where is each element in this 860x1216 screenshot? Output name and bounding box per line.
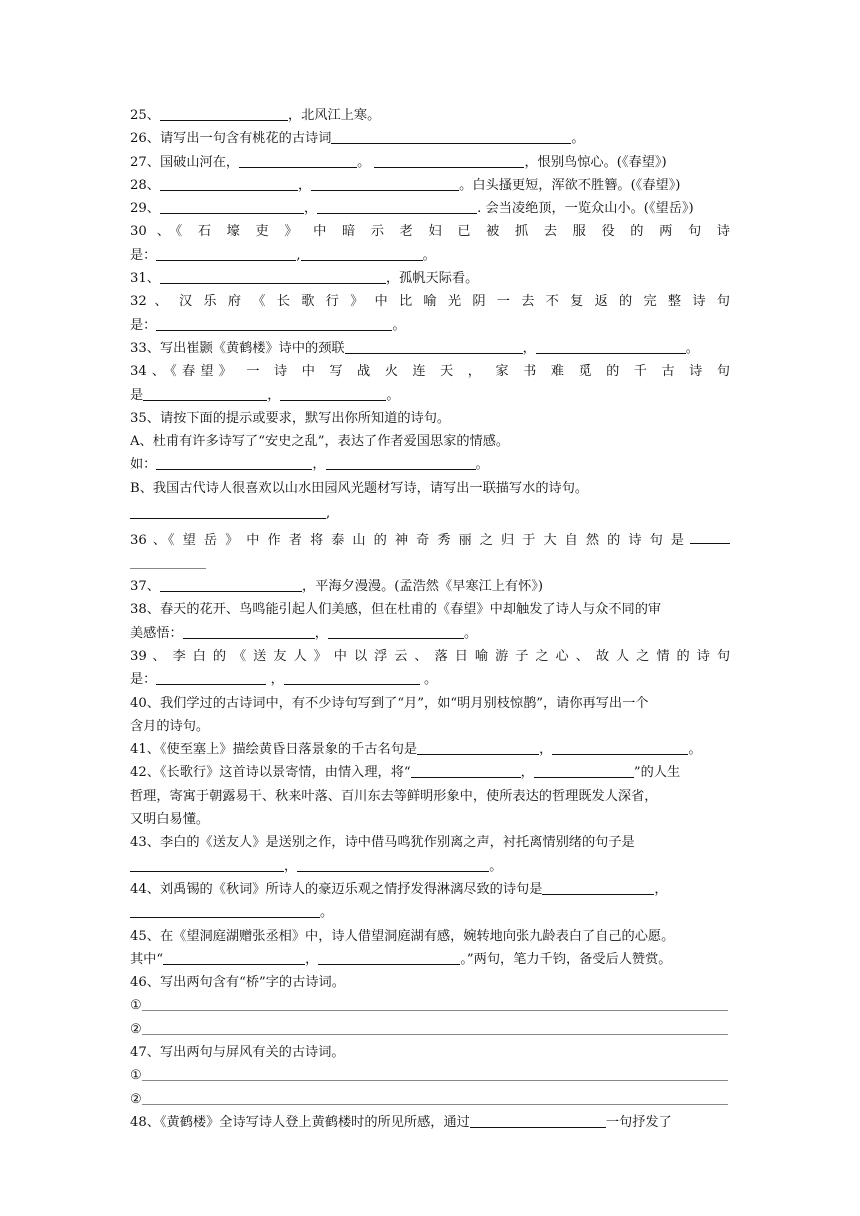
answer-blank[interactable] <box>284 670 420 685</box>
question-30-answer <box>130 244 730 267</box>
answer-blank[interactable] <box>331 129 571 144</box>
answer-blank[interactable] <box>345 339 523 354</box>
answer-blank[interactable] <box>328 624 464 639</box>
question-40-line2: 含月的诗句。 <box>130 718 210 734</box>
answer-blank[interactable] <box>142 1020 728 1035</box>
question-text: 42、《长歌行》这首诗以景寄情，由情入理，将“ <box>130 765 411 781</box>
question-number: 28、 <box>130 177 160 193</box>
answer-blank[interactable] <box>280 386 386 401</box>
answer-blank[interactable] <box>374 153 524 168</box>
answer-blank[interactable] <box>142 1066 728 1081</box>
question-text: 26、请写出一句含有桃花的古诗词 <box>130 131 332 147</box>
question-32-answer <box>130 314 730 337</box>
punctuation: ， <box>539 742 553 758</box>
question-text: 44、刘禹锡的《秋词》所诗人的豪迈乐观之情抒发得淋漓尽致的诗句是 <box>130 881 543 897</box>
question-39-answer <box>130 668 730 691</box>
question-47-answer-1 <box>130 1064 730 1087</box>
answer-blank[interactable] <box>239 153 357 168</box>
punctuation: , <box>326 506 331 522</box>
punctuation: ， <box>303 201 318 217</box>
question-42-line3: 又明白易懂。 <box>130 812 210 828</box>
question-26 <box>130 127 730 150</box>
question-28 <box>130 174 730 197</box>
question-38: 38、春天的花开、鸟鸣能引起人们美感，但在杜甫的《春望》中却触发了诗人与众不同的审 <box>130 602 662 618</box>
question-47-answer-2 <box>130 1088 730 1111</box>
question-46-answer-2 <box>130 1018 730 1041</box>
question-27 <box>130 151 730 174</box>
question-text: 是： <box>130 247 157 263</box>
punctuation: ， <box>522 340 536 356</box>
answer-blank[interactable] <box>301 246 423 261</box>
question-text: ，北风江上寒。 <box>287 108 381 123</box>
punctuation: ， <box>305 951 319 967</box>
question-list <box>130 104 730 1134</box>
question-33 <box>130 337 730 360</box>
answer-blank[interactable] <box>297 857 489 872</box>
punctuation: 。 <box>357 154 371 170</box>
question-34: 34、《春望》 一 诗 中 写 战 火 连 天 ， 家 书 难 觅 的 千 古 诗 句 <box>130 364 730 380</box>
punctuation: 。 <box>392 317 406 333</box>
question-text: ，孤帆天际看。 <box>385 271 479 287</box>
question-text: 27、国破山河在， <box>130 154 240 170</box>
answer-blank[interactable] <box>690 529 730 544</box>
question-number: 29、 <box>130 201 160 217</box>
question-text: ，恨别鸟惊心。(《春望》) <box>524 154 667 170</box>
question-32: 32 、 汉 乐 府 《 长 歌 行 》 中 比 喻 光 阴 一 去 不 复 返 的 完 整 诗 句 <box>130 294 730 310</box>
question-30: 30 、《 石 壕 吏 》 中 暗 示 老 妇 已 被 抓 去 服 役 的 两 句 诗 <box>130 224 730 240</box>
answer-blank[interactable] <box>160 199 304 214</box>
punctuation: 。 <box>685 340 699 356</box>
answer-blank[interactable] <box>534 763 634 778</box>
answer-blank[interactable] <box>156 455 312 470</box>
answer-blank[interactable] <box>160 269 386 284</box>
question-31 <box>130 267 730 290</box>
question-35: 35、请按下面的提示或要求，默写出你所知道的诗句。 <box>130 410 451 426</box>
punctuation: ， <box>654 881 668 897</box>
question-36 <box>130 528 730 553</box>
question-36-answer <box>130 553 730 575</box>
punctuation: 。 <box>463 625 478 641</box>
answer-blank[interactable] <box>143 386 267 401</box>
answer-blank[interactable] <box>317 199 477 214</box>
question-45-answer <box>130 948 730 971</box>
question-47: 47、写出两句与屏风有关的古诗词。 <box>130 1044 345 1060</box>
question-35a-answer <box>130 453 730 476</box>
answer-blank[interactable] <box>130 554 206 569</box>
answer-blank[interactable] <box>156 670 266 685</box>
question-44 <box>130 878 730 901</box>
question-42 <box>130 761 730 784</box>
question-45: 45、在《望洞庭湖赠张丞相》中，诗人借望洞庭湖有感，婉转地向张九龄表白了自己的心愿。 <box>130 928 675 944</box>
question-25 <box>130 104 730 127</box>
question-text: 如： <box>130 457 157 473</box>
question-text: 36 、《 望 岳 》 中 作 者 将 泰 山 的 神 奇 秀 丽 之 归 于 大 自 然 的 诗 句 是 <box>130 533 684 549</box>
question-text: 一句抒发了 <box>605 1114 672 1130</box>
question-text: 48、《黄鹤楼》全诗写诗人登上黄鹤楼时的所见所感，通过 <box>130 1114 470 1130</box>
question-35b: B、我国古代诗人很喜欢以山水田园风光题材写诗，请写出一联描写水的诗句。 <box>130 480 589 496</box>
circled-number: ② <box>130 1091 142 1107</box>
punctuation: 。 <box>571 131 585 147</box>
answer-blank[interactable] <box>163 950 305 965</box>
question-35a: A、杜甫有许多诗写了“安史之乱”，表达了作者爱国思家的情感。 <box>130 434 510 450</box>
punctuation: ， <box>297 177 312 193</box>
question-38-answer <box>130 622 730 645</box>
question-text: 是 <box>130 387 144 403</box>
answer-blank[interactable] <box>536 339 686 354</box>
question-text: ，平海夕漫漫。(孟浩然《早寒江上有怀》) <box>301 579 544 595</box>
question-34-answer <box>130 384 730 407</box>
punctuation: 。 <box>423 672 438 688</box>
punctuation: 。 <box>475 457 489 473</box>
question-46-answer-1 <box>130 994 730 1017</box>
answer-blank[interactable] <box>417 740 539 755</box>
punctuation: ， <box>284 858 298 874</box>
punctuation: 。 <box>422 247 436 263</box>
answer-blank[interactable] <box>156 246 296 261</box>
circled-number: ① <box>130 998 142 1014</box>
answer-blank[interactable] <box>311 176 459 191</box>
question-text: 是： <box>130 672 157 688</box>
answer-blank[interactable] <box>130 504 326 519</box>
question-text: 是： <box>130 317 157 333</box>
answer-blank[interactable] <box>160 176 298 191</box>
answer-blank[interactable] <box>142 1090 728 1105</box>
punctuation: 。 <box>688 742 702 758</box>
circled-number: ① <box>130 1068 142 1084</box>
question-37 <box>130 575 730 598</box>
question-43-answer <box>130 855 730 878</box>
punctuation: 。 <box>320 905 334 921</box>
question-40: 40、我们学过的古诗词中，有不少诗句写到了“月”，如“明月别枝惊鹊”，请你再写出一个 <box>130 695 649 711</box>
answer-blank[interactable] <box>156 316 392 331</box>
question-text: 。”两句，笔力千钧，备受后人赞赏。 <box>460 951 672 967</box>
question-text: . 会当凌绝顶，一览众山小。(《望岳》) <box>477 201 694 217</box>
question-29 <box>130 197 730 220</box>
answer-blank[interactable] <box>470 1113 606 1128</box>
question-43: 43、李白的《送友人》是送别之作，诗中借马鸣犹作别离之声，衬托离情别绪的句子是 <box>130 835 635 851</box>
question-42-line2: 哲理，寄寓于朝露易干、秋来叶落、百川东去等鲜明形象中，使所表达的哲理既发人深省， <box>130 788 658 804</box>
punctuation: ， <box>314 625 328 641</box>
question-48 <box>130 1111 730 1134</box>
punctuation: ， <box>270 672 284 688</box>
answer-blank[interactable] <box>160 577 302 592</box>
question-text: 33、写出崔颢《黄鹤楼》诗中的颈联 <box>130 340 345 356</box>
punctuation: 。 <box>489 858 503 874</box>
question-41 <box>130 738 730 761</box>
answer-blank[interactable] <box>318 950 460 965</box>
punctuation: ， <box>267 387 281 403</box>
question-number: 25、 <box>130 108 160 123</box>
punctuation: 。 <box>386 387 400 403</box>
question-39: 39 、 李 白 的 《 送 友 人 》 中 以 浮 云 、 落 日 喻 游 子 之 心 、 故 人 之 情 的 诗 句 <box>130 648 730 664</box>
circled-number: ② <box>130 1021 142 1037</box>
question-number: 37、 <box>130 579 160 595</box>
question-46: 46、写出两句含有“桥”字的古诗词。 <box>130 975 345 991</box>
answer-blank[interactable] <box>130 903 320 918</box>
answer-blank[interactable] <box>160 106 288 121</box>
question-number: 31、 <box>130 271 160 287</box>
answer-blank[interactable] <box>552 740 688 755</box>
answer-blank[interactable] <box>142 996 728 1011</box>
question-text: ”的人生 <box>633 765 681 781</box>
question-44-answer <box>130 901 730 924</box>
question-35b-answer <box>130 500 730 528</box>
answer-blank[interactable] <box>411 763 521 778</box>
question-text: 美感悟： <box>130 625 183 641</box>
answer-blank[interactable] <box>183 624 315 639</box>
punctuation: ， <box>520 765 534 781</box>
answer-blank[interactable] <box>326 455 476 470</box>
answer-blank[interactable] <box>130 857 284 872</box>
question-text: 。白头搔更短，浑欲不胜簪。(《春望》) <box>459 177 681 193</box>
answer-blank[interactable] <box>542 880 654 895</box>
question-text: 其中“ <box>130 951 164 967</box>
punctuation: ， <box>312 457 326 473</box>
question-text: 41、《使至塞上》描绘黄昏日落景象的千古名句是 <box>130 742 418 758</box>
punctuation: , <box>296 247 301 263</box>
